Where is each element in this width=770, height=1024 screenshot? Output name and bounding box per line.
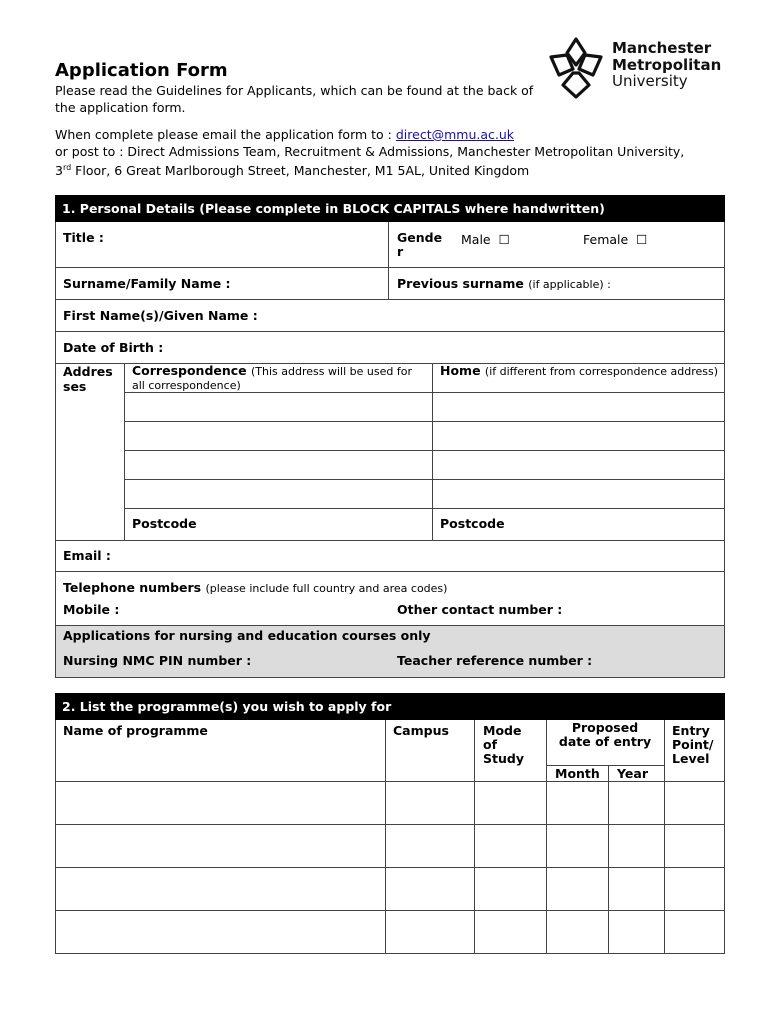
divider <box>55 267 725 268</box>
page-title: Application Form <box>55 60 228 81</box>
address-line <box>124 508 725 509</box>
intro-text: Please read the Guidelines for Applicants, which can be found at the back of the application form. <box>55 83 534 115</box>
section2-heading: 2. List the programme(s) you wish to apply for <box>55 693 725 720</box>
divider <box>55 625 725 626</box>
home-header <box>440 364 720 378</box>
col-campus: Campus <box>393 723 449 738</box>
addresses-label: Addres ses <box>63 364 113 394</box>
divider <box>55 331 725 332</box>
telephone-label: Telephone numbers <box>63 580 202 595</box>
col-mode-of-study: Mode of Study <box>483 723 524 766</box>
col-month: Month <box>555 766 600 781</box>
title-label: Title : <box>63 230 104 245</box>
previous-surname-note: (if applicable) : <box>528 278 611 291</box>
floor-suffix: rd <box>62 163 72 172</box>
logo-line-3: University <box>612 72 688 90</box>
divider <box>388 222 389 300</box>
correspondence-header <box>132 364 427 392</box>
address-line <box>124 479 725 480</box>
mmu-swan-knot-icon <box>545 35 607 101</box>
telephone-note: (please include full country and area codes) <box>205 582 448 595</box>
home-label: Home <box>440 363 481 378</box>
section1-heading: 1. Personal Details (Please complete in BLOCK CAPITALS where handwritten) <box>55 195 725 222</box>
logo-wordmark <box>612 40 721 90</box>
divider <box>124 363 125 540</box>
nmc-pin-label: Nursing NMC PIN number : <box>63 653 252 668</box>
address-line <box>124 392 725 393</box>
correspondence-label: Correspondence <box>132 363 247 378</box>
logo-line-1: Manchester <box>612 39 712 57</box>
divider <box>546 720 547 954</box>
mobile-label: Mobile : <box>63 602 120 617</box>
email-label: Email : <box>63 548 111 563</box>
male-checkbox[interactable]: ☐ <box>498 232 510 247</box>
dob-label: Date of Birth : <box>63 340 164 355</box>
correspondence-note: (This address will be used for all correspondence) <box>132 365 412 392</box>
address-line <box>124 450 725 451</box>
divider <box>55 299 725 300</box>
male-option[interactable] <box>461 232 510 247</box>
divider <box>432 363 433 540</box>
teacher-ref-label: Teacher reference number : <box>397 653 593 668</box>
table-row[interactable] <box>55 867 725 868</box>
divider <box>664 720 665 954</box>
other-contact-label: Other contact number : <box>397 602 563 617</box>
female-checkbox[interactable]: ☐ <box>636 232 648 247</box>
divider <box>474 720 475 954</box>
address-rest: Floor, 6 Great Marlborough Street, Manchester, M1 5AL, United Kingdom <box>71 163 530 179</box>
address-line <box>124 421 725 422</box>
col-year: Year <box>617 766 648 781</box>
col-entry-point: Entry Point/ Level <box>672 723 714 766</box>
floor-number: 3 <box>55 163 63 179</box>
divider <box>55 540 725 541</box>
nursing-heading: Applications for nursing and education courses only <box>63 628 431 643</box>
col-programme-name: Name of programme <box>63 723 208 738</box>
divider <box>55 571 725 572</box>
previous-surname-text: Previous surname <box>397 276 524 291</box>
divider <box>608 765 609 954</box>
table-row[interactable] <box>55 824 725 825</box>
contact-block <box>55 127 735 180</box>
female-label: Female <box>583 232 629 247</box>
correspondence-postcode-label: Postcode <box>132 516 197 531</box>
col-proposed-date: Proposed date of entry <box>558 720 652 749</box>
home-note: (if different from correspondence address) <box>484 365 719 378</box>
first-name-label: First Name(s)/Given Name : <box>63 308 258 323</box>
table-row[interactable] <box>55 910 725 911</box>
divider <box>385 720 386 954</box>
gender-label: Gende r <box>397 230 443 259</box>
surname-label: Surname/Family Name : <box>63 276 231 291</box>
logo-line-2: Metropolitan <box>612 55 722 74</box>
email-link[interactable]: direct@mmu.ac.uk <box>395 127 515 142</box>
email-prefix: When complete please email the application form to : <box>55 127 396 142</box>
post-line: or post to : Direct Admissions Team, Recruitment & Admissions, Manchester Metropolitan University, <box>55 143 685 159</box>
telephone-header <box>63 581 447 596</box>
previous-surname-label <box>397 277 611 292</box>
home-postcode-label: Postcode <box>440 516 505 531</box>
female-option[interactable] <box>583 232 647 247</box>
male-label: Male <box>461 232 491 247</box>
table-row[interactable] <box>55 781 725 782</box>
